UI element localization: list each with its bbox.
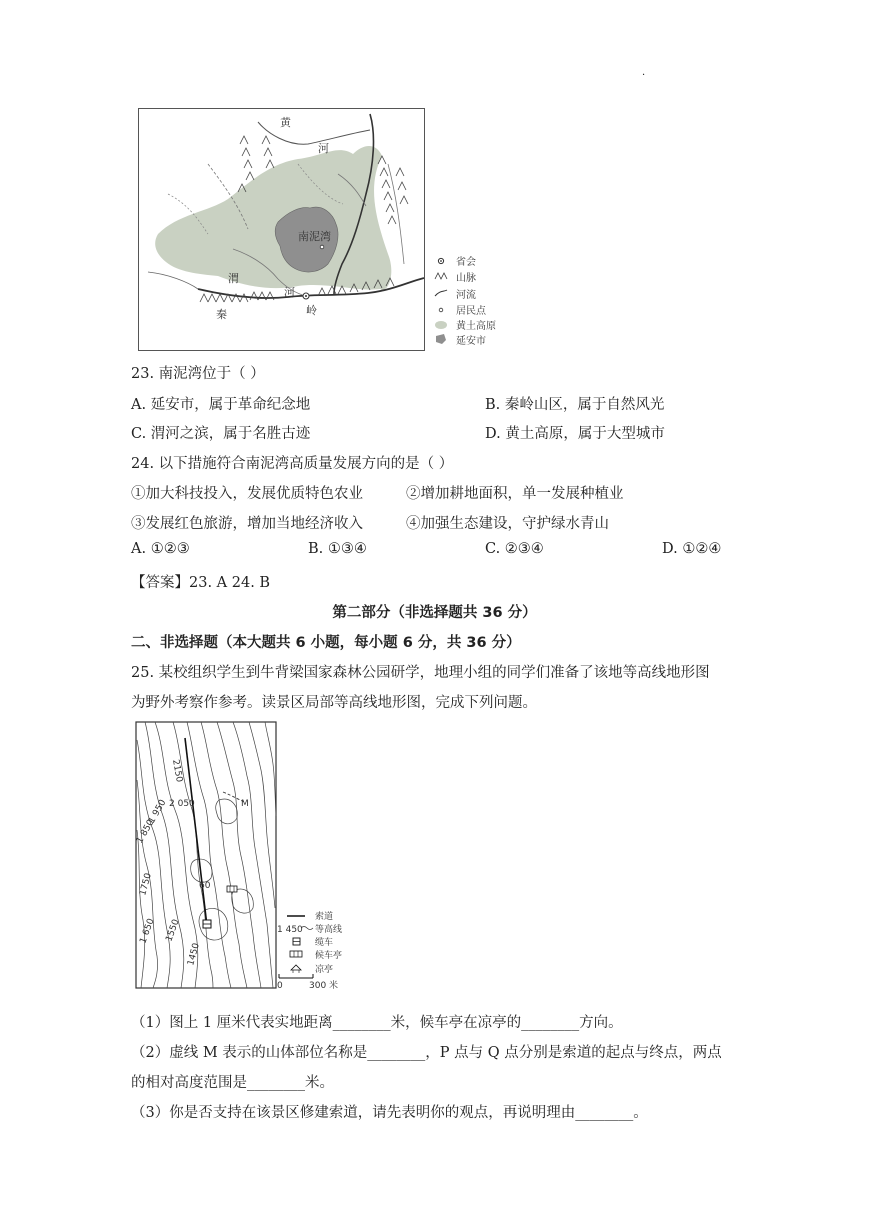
contour-map [135,720,377,992]
legend-capital: 省会 [456,257,476,268]
q24-statement-1: ①加大科技投入，发展优质特色农业 [131,486,363,502]
q25-stem-line2: 为野外考察作参考。读景区局部等高线地形图，完成下列问题。 [131,695,537,711]
q24-option-b: B. ①③④ [308,541,367,557]
waiting-pavilion-icon [227,886,237,892]
q25-sub3: （3）你是否支持在该景区修建索道，请先表明你的观点，再说明理由________。 [131,1105,648,1121]
q25-sub2-line2: 的相对高度范围是________米。 [131,1075,334,1091]
q23-stem: 23. 南泥湾位于（ ） [131,366,265,382]
q25-sub2-line1: （2）虚线 M 表示的山体部位名称是________，P 点与 Q 点分别是索道的起点与终点，两点 [131,1045,722,1061]
contour-label-1650: 1 650 [138,917,157,946]
q23-option-c: C. 渭河之滨，属于名胜古迹 [131,426,311,442]
q24-statement-2: ②增加耕地面积，单一发展种植业 [406,486,624,502]
q24-option-a: A. ①②③ [131,541,190,557]
scale-bar [277,974,338,991]
contour-label-60: 60 [199,881,211,891]
legend-contour: 等高线 [315,925,343,935]
contour-label-1950: 1 950 [146,798,169,826]
map-label-qin: 秦 [216,308,227,321]
q23-option-d: D. 黄土高原，属于大型城市 [485,426,665,442]
q23-option-b: B. 秦岭山区，属于自然风光 [485,397,665,413]
legend-yanan: 延安市 [456,336,486,347]
loess-plateau-map [138,104,536,352]
q25-stem-line1: 25. 某校组织学生到牛背梁国家森林公园研学，地理小组的同学们准备了该地等高线地形图 [131,665,710,681]
legend-loess: 黄土高原 [456,321,496,332]
section2-title: 二、非选择题（本大题共 6 小题，每小题 6 分，共 36 分） [131,635,521,651]
legend-mountain: 山脉 [456,273,476,284]
contour-label-1450: 1450 [186,942,202,967]
map-label-nanniwan: 南泥湾 [298,230,331,243]
answer-line: 【答案】23. A 24. B [131,575,271,591]
map-label-he2: 河 [284,286,295,299]
page-dot: · [642,70,646,81]
q23-option-a: A. 延安市，属于革命纪念地 [131,397,311,413]
legend-cable-car: 缆车 [315,938,334,948]
m-label: M [241,799,249,809]
legend-cableway: 索道 [315,912,334,922]
settlement-symbol [320,245,324,249]
map1-legend [435,255,496,347]
map2-legend [277,910,342,975]
contour-label-1750: 1750 [138,872,154,897]
part2-title: 第二部分（非选择题共 36 分） [332,605,537,621]
legend-river: 河流 [456,290,476,301]
contour-label-2150: 2150 [170,758,184,784]
legend-waiting-pavilion: 候车亭 [315,951,343,961]
legend-contour-sample: 1 450 [277,925,303,935]
contour-label-1550: 1550 [164,918,182,944]
map-label-wei: 渭 [228,272,239,285]
map-label-ling: 岭 [306,304,317,317]
legend-settlement: 居民点 [456,306,486,317]
q24-option-c: C. ②③④ [485,541,544,557]
contour-label-1850: 1 850 [135,818,157,846]
scale-zero: 0 [277,981,283,991]
contour-label-2050: 2 050 [169,799,195,809]
q24-option-d: D. ①②④ [662,541,722,557]
q24-stem: 24. 以下措施符合南泥湾高质量发展方向的是（ ） [131,456,454,472]
q25-sub1: （1）图上 1 厘米代表实地距离________米，候车亭在凉亭的________方向。 [131,1015,623,1031]
q24-statement-3: ③发展红色旅游，增加当地经济收入 [131,516,363,532]
scale-300m: 300 米 [309,981,339,991]
q24-statement-4: ④加强生态建设，守护绿水青山 [406,516,609,532]
map-label-he1: 河 [318,142,329,155]
legend-pavilion: 凉亭 [315,965,334,975]
map-label-huang: 黄 [280,116,291,129]
